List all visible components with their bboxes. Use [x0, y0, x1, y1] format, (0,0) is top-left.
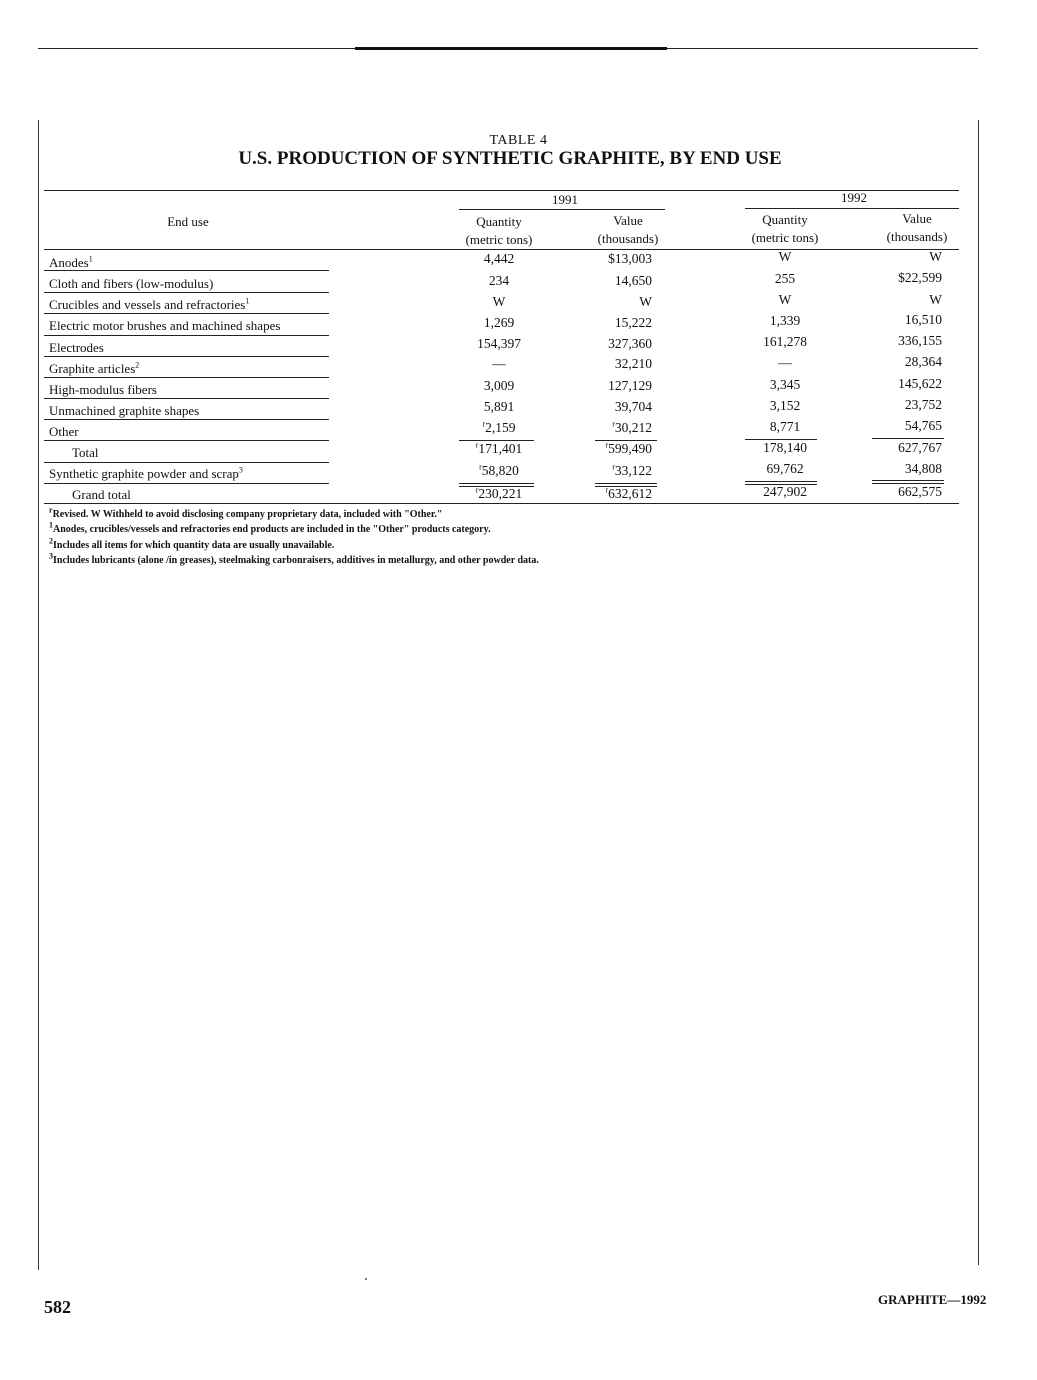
cell-quantity-1991: $^r$58,820	[479, 462, 519, 478]
cell-value-1992: W	[929, 292, 942, 307]
row-label: Electrodes	[49, 340, 104, 355]
year-1991-rule	[459, 209, 665, 210]
row-label: Cloth and fibers (low-modulus)	[49, 276, 214, 291]
row-rule	[44, 292, 329, 293]
cell-value-1992: 23,752	[904, 397, 942, 412]
quantity-1991-header: Quantity (metric tons)	[465, 214, 533, 247]
row-rule	[44, 313, 329, 314]
cell-quantity-1991: $^r$171,401	[475, 440, 523, 456]
cell-value-1991: 327,360	[608, 336, 652, 351]
row-label: Electric motor brushes and machined shapes	[49, 318, 281, 333]
cell-quantity-1992: 8,771	[769, 419, 801, 434]
row-label: High-modulus fibers	[49, 382, 157, 397]
grand-total-rule	[872, 480, 944, 481]
cell-value-1992: 28,364	[904, 354, 942, 369]
cell-quantity-1992: 247,902	[763, 484, 807, 499]
cell-quantity-1991: 3,009	[483, 378, 515, 393]
row-label: Unmachined graphite shapes	[49, 403, 200, 418]
running-head: GRAPHITE—1992	[878, 1292, 987, 1307]
row-label: Crucibles and vessels and refractories$^1$	[49, 296, 250, 312]
row-label: Anodes$^1$	[49, 254, 93, 270]
cell-quantity-1991: $^r$2,159	[482, 419, 516, 435]
cell-quantity-1991: W	[492, 294, 506, 309]
row-rule	[44, 398, 329, 399]
value-1992-header: Value (thousands)	[886, 211, 948, 244]
cell-quantity-1991: —	[492, 356, 506, 371]
row-label-total: Total	[72, 445, 99, 460]
cell-quantity-1991: 4,442	[483, 251, 515, 266]
footnote: $^r$Revised. W Withheld to avoid disclosing company proprietary data, included with "Other."	[49, 505, 443, 520]
cell-quantity-1991: 234	[488, 273, 510, 288]
row-rule	[44, 462, 329, 463]
footnote: $^3$Includes lubricants (alone /in greases), steelmaking carbonraisers, additives in metallurgy, and other powder data.	[49, 551, 539, 566]
cell-value-1992: 34,808	[904, 461, 942, 476]
page-number: 582	[44, 1297, 71, 1317]
year-1992: 1992	[841, 190, 867, 205]
cell-value-1992: W	[929, 249, 942, 264]
cell-value-1992: 16,510	[904, 312, 942, 327]
cell-quantity-1992: 3,345	[769, 377, 801, 392]
grand-total-rule	[459, 483, 534, 484]
cell-value-1991: 14,650	[614, 273, 652, 288]
row-label: Graphite articles$^2$	[49, 360, 140, 376]
cell-quantity-1992: 3,152	[769, 398, 801, 413]
cell-value-1991: 32,210	[614, 356, 652, 371]
row-rule	[44, 440, 329, 441]
table-number: TABLE 4	[489, 133, 548, 148]
cell-quantity-1992: W	[778, 292, 792, 307]
cell-quantity-1992: 1,339	[769, 313, 801, 328]
end-use-header: End use	[167, 214, 209, 229]
cell-quantity-1991: 154,397	[477, 336, 521, 351]
cell-value-1992: 145,622	[898, 376, 942, 391]
cell-value-1991: 39,704	[614, 399, 652, 414]
cell-value-1991: 15,222	[614, 315, 652, 330]
left-margin-line	[38, 120, 39, 1270]
cell-quantity-1992: 255	[774, 271, 796, 286]
top-rule-thick	[355, 47, 667, 50]
cell-value-1991: $13,003	[608, 251, 652, 266]
row-rule	[44, 356, 329, 357]
cell-value-1991: $^r$33,122	[612, 462, 652, 478]
cell-value-1991: $^r$599,490	[605, 440, 652, 456]
table-title: U.S. PRODUCTION OF SYNTHETIC GRAPHITE, BY END USE	[238, 148, 782, 169]
cell-quantity-1992: W	[778, 249, 792, 264]
grand-total-rule	[595, 483, 657, 484]
stray-dot	[365, 1278, 367, 1280]
grand-total-rule	[745, 481, 817, 482]
cell-value-1992: $22,599	[898, 270, 942, 285]
cell-value-1992: 627,767	[898, 440, 942, 455]
cell-quantity-1992: —	[778, 355, 792, 370]
year-1992-rule	[745, 208, 959, 209]
cell-value-1991: $^r$632,612	[605, 485, 652, 501]
quantity-1992-header: Quantity (metric tons)	[751, 212, 819, 245]
year-1991: 1991	[552, 192, 578, 207]
cell-quantity-1992: 178,140	[763, 440, 807, 455]
cell-quantity-1991: 1,269	[483, 315, 515, 330]
cell-value-1992: 336,155	[898, 333, 942, 348]
value-1991-header: Value (thousands)	[597, 213, 659, 246]
row-rule	[44, 335, 329, 336]
row-rule	[44, 483, 329, 484]
row-label: Synthetic graphite powder and scrap$^3$	[49, 465, 243, 481]
right-margin-line	[978, 120, 979, 1265]
cell-quantity-1991: 5,891	[483, 399, 515, 414]
row-rule	[44, 419, 329, 420]
footnote: $^1$Anodes, crucibles/vessels and refractories end products are included in the "Other" products category.	[49, 520, 491, 535]
cell-quantity-1991: $^r$230,221	[475, 485, 523, 501]
cell-value-1991: $^r$30,212	[612, 419, 652, 435]
cell-value-1992: 54,765	[904, 418, 942, 433]
cell-value-1991: W	[639, 294, 652, 309]
cell-value-1992: 662,575	[898, 484, 942, 499]
cell-quantity-1992: 69,762	[766, 461, 804, 476]
row-rule	[44, 377, 329, 378]
row-label-grand-total: Grand total	[72, 487, 131, 502]
cell-value-1991: 127,129	[608, 378, 652, 393]
table-bottom-rule	[44, 503, 959, 504]
subtotal-rule	[872, 438, 944, 439]
row-label: Other	[49, 424, 79, 439]
cell-quantity-1992: 161,278	[763, 334, 807, 349]
footnote: $^2$Includes all items for which quantity data are usually unavailable.	[49, 536, 335, 551]
